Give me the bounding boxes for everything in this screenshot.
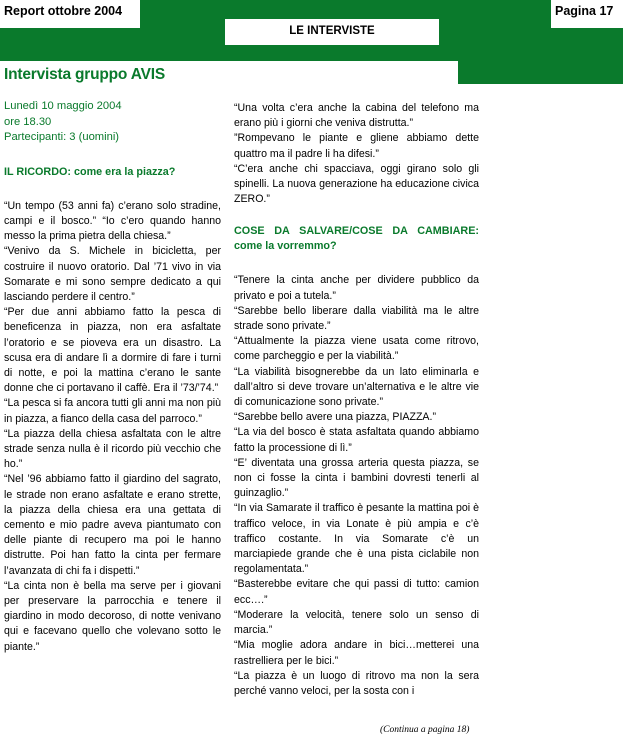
- paragraph: “Attualmente la piazza viene usata come ritrovo, come parcheggio e per la viabilità.”: [234, 335, 479, 363]
- paragraph: “La pesca si fa ancora tutti gli anni ma non più in piazza, a fianco della casa del parroco.”: [4, 397, 221, 425]
- left-column: [4, 99, 221, 655]
- paragraph: “C’era anche chi spacciava, oggi girano solo gli spinelli. La nuova generazione ha educazione civica ZERO.”: [234, 162, 479, 206]
- paragraph: “Per due anni abbiamo fatto la pesca di beneficenza in piazza, non era asfaltate l’oratorio e se pioveva era un disastro. La scusa era di andare lì a dormire di fare i turni di notte, e poi la mattina c’erano le sante donne che ci portavano il caffè. Era il ’73/’74.”: [4, 306, 221, 395]
- paragraph: “Un tempo (53 anni fa) c’erano solo stradine, campi e il bosco.” “Io c’ero quando hanno messo la prima pietra della chiesa.”: [4, 199, 221, 243]
- paragraph: “Venivo da S. Michele in bicicletta, per costruire il nuovo oratorio. Dal ’71 vivo in via Somarate e mi sono sempre dedicato a qui lasciando perdere il centro.”: [4, 245, 221, 303]
- spacer: [234, 254, 479, 273]
- meta-participants: Partecipanti: 3 (uomini): [4, 131, 120, 144]
- article-title: Intervista gruppo AVIS: [4, 66, 165, 83]
- paragraph: “Basterebbe evitare che qui passi di tutto: camion ecc….”: [234, 578, 479, 606]
- meta-date: Lunedì 10 maggio 2004: [4, 100, 122, 112]
- paragraph: “La via del bosco è stata asfaltata quando abbiamo fatto la processione di lì.”: [234, 426, 479, 454]
- section-heading-cose: COSE DA SALVARE/COSE DA CAMBIARE: come la vorremmo?: [234, 225, 479, 253]
- spacer: [4, 180, 221, 199]
- paragraph: “Una volta c’era anche la cabina del telefono ma erano più i giorni che veniva distrutta.”: [234, 102, 479, 130]
- page-number: Pagina 17: [551, 0, 623, 28]
- spacer: [4, 146, 221, 165]
- paragraph: “In via Samarate il traffico è pesante la mattina poi è traffico veloce, in via Lonate è più ampia e c’è traffico costante. In via Somarate c’è un marciapiede grande che è una pista ciclabile non regolamentata.”: [234, 502, 479, 576]
- section-label: LE INTERVISTE: [225, 19, 439, 45]
- paragraph: “La piazza della chiesa asfaltata con le altre strade senza nulla è il ricordo più vecchio che ho.”: [4, 427, 221, 471]
- meta-time: ore 18.30: [4, 115, 52, 128]
- paragraph: ”Rompevano le piante e gliene abbiamo dette quattro ma il padre li ha difesi.”: [234, 132, 479, 160]
- paragraph: “La viabilità bisognerebbe da un lato eliminarla e dall’altro si deve trovare un’alternativa e le altre vie di comunicazione sono private.”: [234, 365, 479, 409]
- continue-note: (Continua a pagina 18): [380, 725, 470, 735]
- paragraph: “E’ diventata una grossa arteria questa piazza, se non ci fosse la cinta i bambini dovresti tenerli al guinzaglio.”: [234, 456, 479, 500]
- paragraph: “La piazza è un luogo di ritrovo ma non la sera perché vanno veloci, per la sosta con i: [234, 669, 479, 697]
- right-column: [234, 101, 479, 699]
- paragraph: “Moderare la velocità, tenere solo un senso di marcia.”: [234, 608, 479, 637]
- paragraph: “Mia moglie adora andare in bici…metterei una rastrelliera per le bici.”: [234, 639, 479, 667]
- paragraph: “Sarebbe bello liberare dalla viabilità ma le altre strade sono private.”: [234, 304, 479, 333]
- paragraph: “Nel ’96 abbiamo fatto il giardino del sagrato, le strade non erano asfaltate e erano strette, la piazza della chiesa era una gettata di cemento e mio padre aveva piantumato con delle piante di recupero ma poi le hanno distrutte. Poi han fatto la cinta per fermare l’avanzata di chi fa i dispetti.”: [4, 473, 221, 577]
- spacer: [234, 207, 479, 224]
- paragraph: “Sarebbe bello avere una piazza, PIAZZA.”: [234, 411, 436, 424]
- report-label: Report ottobre 2004: [0, 0, 140, 28]
- paragraph: “Tenere la cinta anche per dividere pubblico da privato e poi a tutela.”: [234, 274, 479, 302]
- section-heading-ricordo: IL RICORDO: come era la piazza?: [4, 165, 176, 178]
- paragraph: “La cinta non è bella ma serve per i giovani per preservare la parrocchia e tenere il giardino in modo decoroso, di notte venivano qui e facevano quello che volevano sotto le piante.”: [4, 579, 221, 653]
